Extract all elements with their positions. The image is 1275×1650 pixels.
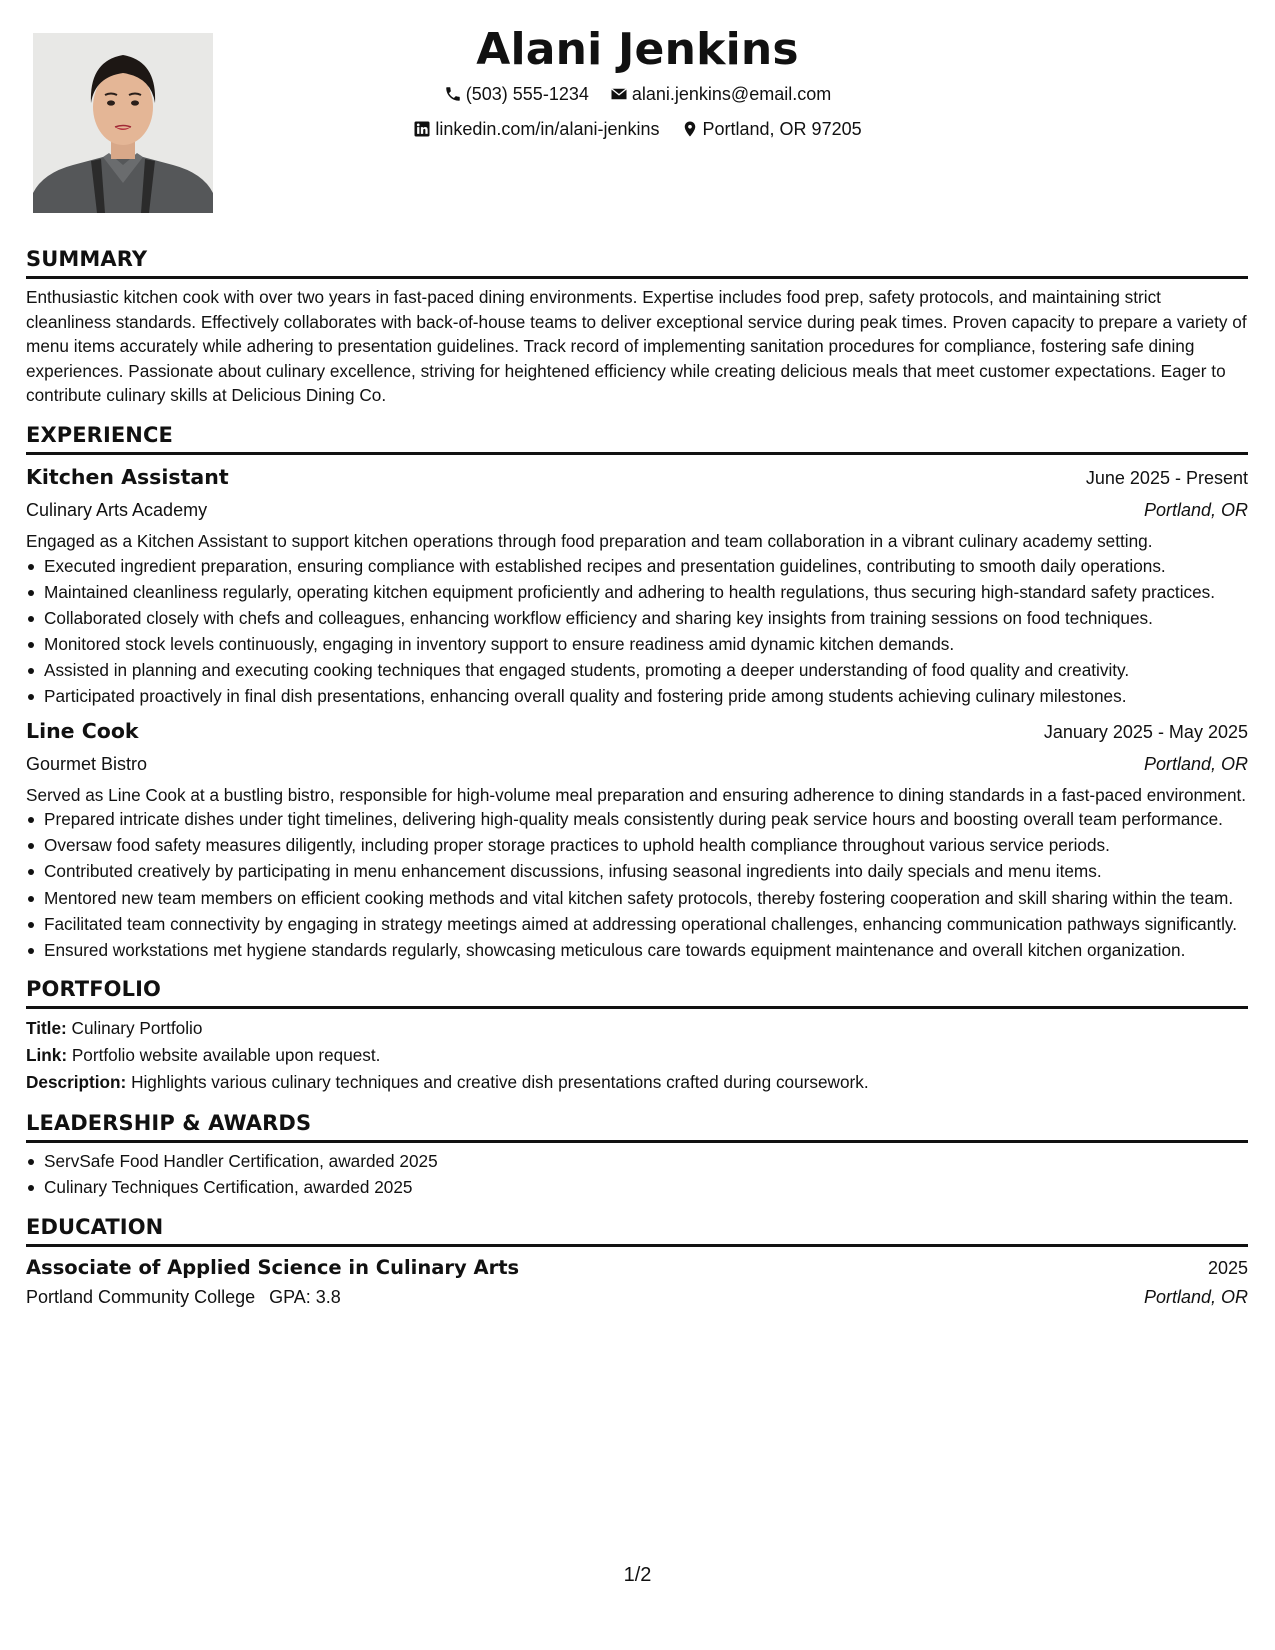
job-location: Portland, OR [1143,499,1248,520]
education-header [26,1253,1248,1283]
job-bullets [26,554,1248,709]
map-pin-icon [681,120,699,138]
list-item: Prepared intricate dishes under tight timelines, delivering high-quality meals consistently during peak service hours and boosting overall team performance. [26,807,1248,832]
portfolio-link-row [26,1042,1248,1069]
phone-icon [444,85,462,103]
job-entry [26,715,1248,963]
list-item: Contributed creatively by participating in menu enhancement discussions, infusing seasonal ingredients into daily specials and menu items. [26,859,1248,884]
list-item: Ensured workstations met hygiene standards regularly, showcasing meticulous care towards equipment maintenance and overall kitchen organization. [26,938,1248,963]
portfolio-heading: PORTFOLIO [26,974,1248,1009]
envelope-icon [610,85,628,103]
summary-section [26,244,1248,408]
contact-location [681,113,862,145]
portfolio-description-value: Highlights various culinary techniques and creative dish presentations crafted during coursework. [131,1072,869,1093]
job-dates: January 2025 - May 2025 [1043,721,1248,742]
list-item: Mentored new team members on efficient cooking methods and vital kitchen safety protocols, thereby fostering cooperation and skill sharing within the team. [26,886,1248,911]
education-school: Portland Community College [26,1286,256,1307]
page-number: 1/2 [623,1564,652,1586]
contact-line-1 [0,78,1275,113]
contact-line-2 [0,113,1275,148]
job-bullets [26,807,1248,962]
list-item: Monitored stock levels continuously, engaging in inventory support to ensure readiness amid dynamic kitchen demands. [26,632,1248,657]
education-subheader [26,1283,1248,1311]
resume-header [0,22,1275,148]
list-item: Facilitated team connectivity by engaging in strategy meetings aimed at addressing operational challenges, enhancing communication pathways significantly. [26,912,1248,937]
portfolio-title-row [26,1015,1248,1042]
education-year: 2025 [1207,1257,1248,1278]
job-header [26,715,1248,748]
portfolio-link-label: Link: [26,1045,68,1066]
job-dates: June 2025 - Present [1085,467,1248,488]
contact-linkedin[interactable] [413,113,659,145]
job-subheader [26,494,1248,526]
job-header [26,461,1248,494]
phone-text: (503) 555-1234 [465,84,589,104]
awards-heading: LEADERSHIP & AWARDS [26,1108,1248,1143]
portfolio-section [26,974,1248,1096]
awards-list [26,1149,1248,1200]
education-degree: Associate of Applied Science in Culinary Arts [26,1255,520,1279]
experience-section [26,420,1248,962]
linkedin-text[interactable]: linkedin.com/in/alani-jenkins [435,119,660,139]
job-description: Served as Line Cook at a bustling bistro, responsible for high-volume meal preparation and ensuring adherence to dining standards in a fast-paced environment. [26,784,1247,805]
education-section [26,1212,1248,1311]
list-item: Executed ingredient preparation, ensuring compliance with established recipes and presentation guidelines, contributing to smooth daily operations. [26,554,1248,579]
email-text[interactable]: alani.jenkins@email.com [631,84,832,104]
job-role: Line Cook [26,718,139,743]
list-item: Culinary Techniques Certification, awarded 2025 [26,1175,1248,1200]
candidate-name: Alani Jenkins [476,24,799,75]
job-company: Culinary Arts Academy [26,499,208,520]
summary-text: Enthusiastic kitchen cook with over two years in fast-paced dining environments. Expertise includes food prep, safety protocols, and maintaining strict cleanliness standards. Effectively collaborates with back-of-house teams to deliver exceptional service during peak times. Proven capacity to prepare a variety of menu items accurately while adhering to presentation guidelines. Track record of implementing sanitation procedures for compliance, fostering safe dining experiences. Passionate about culinary excellence, striving for heightened efficiency while creating delicious meals that meet customer expectations. Eager to contribute culinary skills at Delicious Dining Co. [26,287,1247,406]
portfolio-title-value: Culinary Portfolio [71,1018,203,1039]
job-location: Portland, OR [1143,753,1248,774]
job-entry [26,461,1248,709]
list-item: ServSafe Food Handler Certification, awarded 2025 [26,1149,1248,1174]
linkedin-icon [413,120,431,138]
education-heading: EDUCATION [26,1212,1248,1247]
list-item: Participated proactively in final dish presentations, enhancing overall quality and fostering pride among students achieving culinary milestones. [26,684,1248,709]
job-description: Engaged as a Kitchen Assistant to support kitchen operations through food preparation and team collaboration in a vibrant culinary academy setting. [26,530,1153,551]
experience-heading: EXPERIENCE [26,420,1248,455]
contact-phone [444,78,589,110]
portfolio-title-label: Title: [26,1018,67,1039]
job-subheader [26,748,1248,780]
education-location: Portland, OR [1143,1286,1248,1307]
education-gpa: GPA: 3.8 [269,1286,341,1307]
resume-body [26,244,1248,1323]
list-item: Collaborated closely with chefs and colleagues, enhancing workflow efficiency and sharing key insights from training sessions on food techniques. [26,606,1248,631]
awards-section [26,1108,1248,1200]
list-item: Assisted in planning and executing cooking techniques that engaged students, promoting a deeper understanding of food quality and creativity. [26,658,1248,683]
contact-email[interactable] [610,78,831,110]
portfolio-description-row [26,1069,1248,1096]
portfolio-description-label: Description: [26,1072,127,1093]
job-role: Kitchen Assistant [26,464,229,489]
portfolio-link-value: Portfolio website available upon request. [71,1045,381,1066]
education-school-row [26,1283,341,1311]
list-item: Oversaw food safety measures diligently, including proper storage practices to uphold health compliance throughout various service periods. [26,833,1248,858]
list-item: Maintained cleanliness regularly, operating kitchen equipment proficiently and adhering to health regulations, thus securing high-standard safety practices. [26,580,1248,605]
location-text: Portland, OR 97205 [702,119,862,139]
summary-heading: SUMMARY [26,244,1248,279]
job-company: Gourmet Bistro [26,753,148,774]
